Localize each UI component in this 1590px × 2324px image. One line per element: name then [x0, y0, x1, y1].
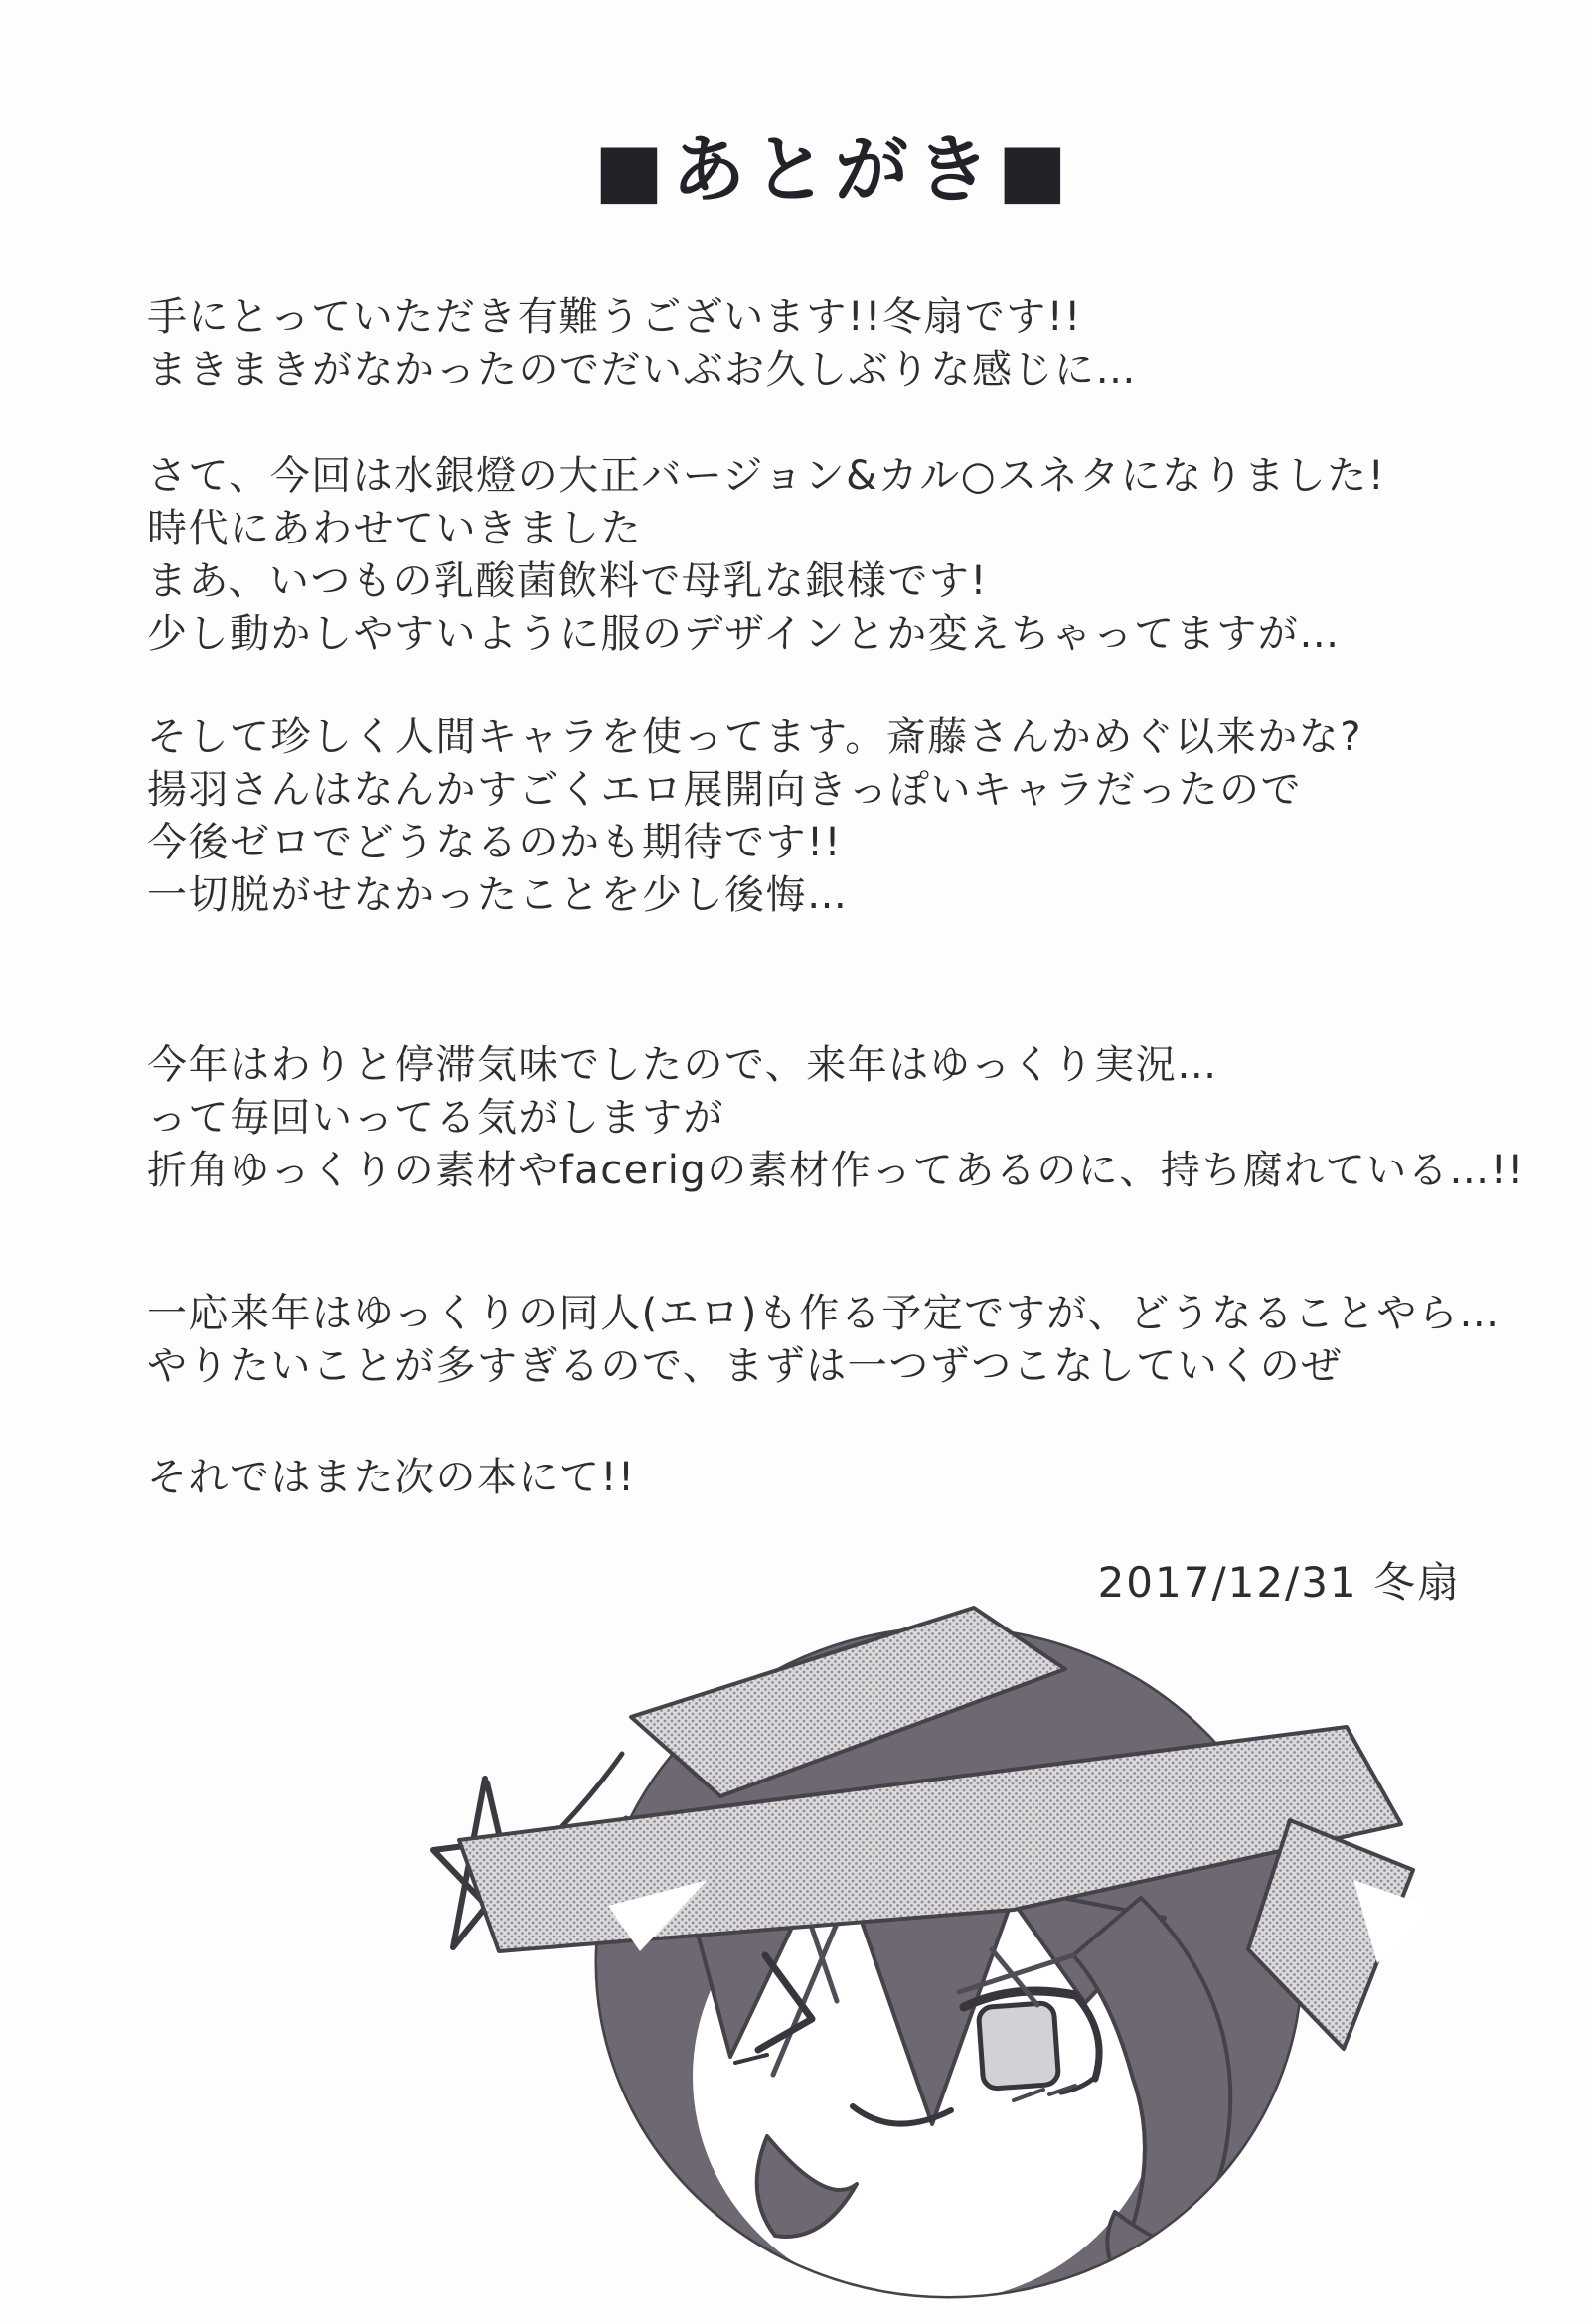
text-line: まあ、いつもの乳酸菌飲料で母乳な銀様です! — [147, 558, 988, 604]
text-line: やりたいことが多すぎるので、まずは一つずつこなしていくのぜ — [147, 1343, 1343, 1389]
text-line: 一応来年はゆっくりの同人(エロ)も作る予定ですが、どうなることやら… — [147, 1291, 1501, 1336]
paragraph-farewell — [147, 1452, 636, 1504]
page-title: ■あとがき■ — [594, 127, 1075, 213]
paragraph-greeting — [147, 291, 1137, 396]
text-line: 揚羽さんはなんかすごくエロ展開向きっぽいキャラだったので — [147, 767, 1302, 813]
text-line: 時代にあわせていきました — [147, 506, 642, 551]
paragraph-book-theme — [147, 450, 1385, 661]
text-line: 一切脱がせなかったことを少し後悔… — [147, 872, 849, 918]
text-line: それではまた次の本にて!! — [147, 1455, 636, 1500]
chibi-illustration — [378, 1580, 1431, 2315]
text-line: そして珍しく人間キャラを使ってます。斎藤さんかめぐ以来かな? — [147, 714, 1363, 760]
text-line: まきまきがなかったのでだいぶお久しぶりな感じに… — [147, 347, 1137, 392]
text-line: 折角ゆっくりの素材やfacerigの素材作ってあるのに、持ち腐れている…!! — [147, 1148, 1525, 1193]
text-line: 少し動かしやすいように服のデザインとか変えちゃってますが… — [147, 611, 1341, 657]
paragraph-next-year-plans — [147, 1288, 1501, 1393]
text-line: さて、今回は水銀燈の大正バージョン&カル○スネタになりました! — [147, 453, 1386, 499]
text-line: って毎回いってる気がしますが — [147, 1095, 724, 1141]
text-line: 今年はわりと停滞気味でしたので、来年はゆっくり実況… — [147, 1042, 1218, 1088]
paragraph-characters — [147, 711, 1362, 922]
text-line: 今後ゼロでどうなるのかも期待です!! — [147, 820, 843, 865]
chibi-head — [459, 1608, 1431, 2303]
paragraph-year-review — [147, 1039, 1525, 1197]
signoff-date: 2017/12/31 冬扇 — [1097, 1558, 1461, 1607]
text-line: 手にとっていただき有難うございます!!冬扇です!! — [147, 294, 1082, 340]
